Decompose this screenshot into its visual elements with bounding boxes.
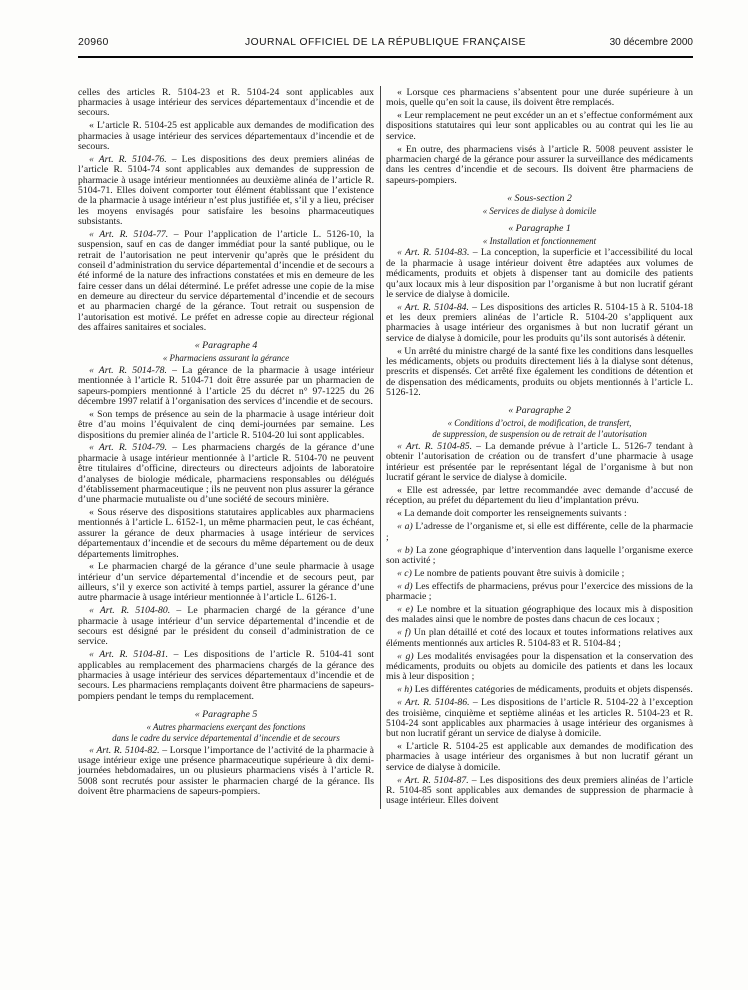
section-heading: « Paragraphe 2: [508, 405, 571, 417]
paragraph-text: La conception, la superficie et l’accessibilité du local de la pharmacie à usage intérieur doivent être adaptées aux volumes de médicaments, produits et objets à dispenser tant au domicile des patients qu’aux locaux mis à leur disposition par l’organisme à but non lucratif gérant le service de dialyse à domicile.: [386, 247, 693, 300]
section-heading: « Sous-section 2: [507, 192, 572, 204]
article-number: « Art. R. 5104-85. –: [397, 441, 486, 453]
paragraph: [386, 546, 693, 567]
paragraph: [386, 685, 693, 695]
article-number: « h): [397, 684, 415, 696]
article-number: « Art. R. 5104-83. –: [397, 247, 481, 259]
section-subheading: dans le cadre du service départemental d’incendie et de secours: [112, 733, 340, 744]
article-number: « e): [397, 604, 417, 616]
paragraph: « L’article R. 5104-25 est applicable aux demandes de modification des pharmacies à usage intérieur des organismes à but non lucratif gérant un service de dialyse à domicile.: [386, 741, 693, 773]
column-divider: [380, 86, 381, 809]
paragraph-text: Les dispositions de l’article R. 5104-22 à l’exception des troisième, cinquième et septième alinéas et les articles R. 5104-23 et R. 5104-24 sont applicables aux pharmacies à usage intérieur des organismes à but non lucratif gérant un service de dialyse à domicile.: [386, 697, 693, 740]
paragraph-text: La zone géographique d’intervention dans laquelle l’organisme exerce son activité ;: [386, 544, 693, 566]
section-heading: « Paragraphe 1: [508, 222, 571, 234]
paragraph: « La demande doit comporter les renseignements suivants :: [397, 508, 627, 520]
paragraph: « Elle est adressée, par lettre recommandée avec demande d’accusé de réception, au préfet du département du lieu d’implantation prévu.: [386, 485, 693, 507]
paragraph: [386, 698, 693, 739]
paragraph: « Un arrêté du ministre chargé de la santé fixe les conditions dans lesquelles les médicaments, objets ou produits directement liés à la dialyse sont détenus, prescrits et dispensés. Cet arrêté fixe également les conditions de détention et de dispensation des médicaments, produits ou objets mentionnés à l’article L. 5126-12.: [386, 345, 693, 399]
section-subheading: « Pharmaciens assurant la gérance: [162, 353, 290, 364]
article-number: « b): [397, 544, 416, 556]
paragraph: [386, 248, 693, 300]
paragraph: [386, 652, 693, 683]
section-subheading: « Installation et fonctionnement: [482, 235, 597, 246]
right-column: [386, 85, 693, 809]
paragraph-text: L’adresse de l’organisme et, si elle est différente, celle de la pharmacie ;: [386, 521, 693, 543]
paragraph-text: Les effectifs de pharmaciens, prévus pour l’exercice des missions de la pharmacie ;: [386, 580, 693, 603]
journal-title: JOURNAL OFFICIEL DE LA RÉPUBLIQUE FRANÇAISE: [244, 37, 527, 48]
header-rule: [78, 56, 693, 58]
paragraph: « En outre, des pharmaciens visés à l’article R. 5008 peuvent assister le pharmacien chargé de la gérance pour assurer la surveillance des médicaments dans les centres d’incendie et de secours. Ils doivent être pharmaciens de sapeurs-pompiers.: [386, 143, 693, 186]
section-subheading: de suppression, de suspension ou de retrait de l’autorisation: [432, 429, 647, 440]
paragraph: « Lorsque ces pharmaciens s’absentent pour une durée supérieure à un mois, quelle qu’en soit la cause, ils doivent être remplacés.: [386, 86, 693, 108]
paragraph: [386, 605, 693, 626]
paragraph: [78, 650, 374, 702]
paragraph-text: Le nombre de patients pouvant être suivis à domicile ;: [414, 567, 625, 579]
paragraph-text: Le nombre et la situation géographique des locaux mis à disposition des malades ainsi que le nombre de postes dans chacun de ces locaux ;: [386, 604, 693, 626]
article-number: « Art. R. 5104-87. –: [397, 774, 480, 786]
paragraph-text: Un plan détaillé et coté des locaux et toutes informations relatives aux éléments mentionnés aux articles R. 5104-83 et R. 5104-84 ;: [386, 627, 693, 649]
article-number: « c): [397, 567, 415, 579]
paragraph: celles des articles R. 5104-23 et R. 5104-24 sont applicables aux pharmacies à usage intérieur des services départementaux d’incendie et de secours.: [78, 86, 374, 119]
paragraph: [78, 230, 374, 333]
paragraph-text: Lorsque l’importance de l’activité de la pharmacie à usage intérieur exige une présence pharmaceutique supérieure à dix demi-journées hebdomadaires, un ou plusieurs pharmaciens visés à l’article R. 5008 sont recrutés pour assister le pharmacien chargé de la gérance. Ils doivent être pharmaciens de sapeurs-pompiers.: [78, 744, 374, 798]
article-number: « Art. R. 5104-76. –: [89, 153, 182, 165]
section-subheading: « Services de dialyse à domicile: [482, 205, 597, 216]
paragraph-text: Pour l’application de l’article L. 5126-10, la suspension, sauf en cas de danger immédiat pour la santé publique, ou le retrait de l’autorisation ne peut intervenir qu’après que le président du conseil d’administration du service départemental d’incendie et de secours a été informé de la nature des infractions constatées et mis en demeure de les faire cesser dans un délai déterminé. Le préfet adresse une copie de la mise en demeure au directeur du service départemental d’incendie et de secours et au pharmacien chargé de la gérance. Tout retrait ou suspension de l’autorisation est motivé. Le préfet en adresse copie au directeur régional des affaires sanitaires et sociales.: [78, 228, 374, 333]
paragraph: « Leur remplacement ne peut excéder un an et s’effectue conformément aux dispositions statutaires qui leur sont applicables ou au contrat qui les lie au service.: [386, 109, 693, 142]
article-number: « Art. R. 5104-77. –: [89, 228, 185, 240]
paragraph: [386, 582, 693, 603]
paragraph: [78, 606, 374, 647]
article-number: « Art. R. 5104-86. –: [397, 697, 482, 709]
paragraph: « Sous réserve des dispositions statutaires applicables aux pharmaciens mentionnés à l’article L. 6152-1, un même pharmacien peut, le cas échéant, assurer la gérance de deux pharmacies à usage intérieur de services départementaux d’incendie et de secours du même département ou de deux départements limitrophes.: [78, 507, 374, 560]
paragraph: [78, 155, 374, 227]
page-header: [78, 36, 693, 51]
paragraph-text: Les dispositions des deux premiers alinéas de l’article R. 5104-85 sont applicables aux demandes de suppression de pharmacie à usage intérieur. Elles doivent: [386, 774, 693, 807]
paragraph: [386, 303, 693, 344]
article-number: « Art. R. 5104-80. –: [89, 605, 188, 617]
article-number: « d): [397, 580, 416, 592]
paragraph: [78, 746, 374, 798]
paragraph-text: Les modalités envisagées pour la dispensation et la conservation des médicaments, produits ou objets au domicile des patients et dans les locaux mis à leur disposition ;: [386, 650, 693, 683]
paragraph-text: Les dispositions des articles R. 5104-15 à R. 5104-18 et les deux premiers alinéas de l’article R. 5104-20 s’appliquent aux pharmacies à usage intérieur des organismes à but non lucratif gérant un service de dialyse à domicile, pour les produits qu’ils sont autorisés à détenir.: [386, 301, 693, 344]
paragraph: [386, 442, 693, 483]
article-number: « f): [397, 627, 414, 639]
section-heading: « Paragraphe 4: [194, 340, 258, 352]
section-heading: « Paragraphe 5: [194, 709, 258, 721]
page-number: 20960: [78, 36, 109, 48]
paragraph: [78, 366, 374, 407]
article-number: « Art. R. 5104-79. –: [89, 442, 183, 454]
article-number: « Art. R. 5104-84. –: [397, 301, 481, 313]
paragraph-text: La gérance de la pharmacie à usage intérieur mentionnée à l’article R. 5104-71 doit être assurée par un pharmacien de sapeurs-pompiers mentionné à l’article 25 du décret n° 97-1225 du 26 décembre 1997 relatif à l’organisation des services d’incendie et de secours.: [78, 364, 374, 407]
paragraph: [386, 569, 693, 579]
paragraph-text: Les pharmaciens chargés de la gérance d’une pharmacie à usage intérieur mentionnée à l’article R. 5104-70 ne peuvent être titulaires d’officine, directeurs ou directeurs adjoints de laboratoire d’analyses de biologie médicale, pharmaciens responsables ou délégués d’établissement pharmaceutique ; ils ne peuvent non plus assurer la gérance d’une pharmacie mutualiste ou d’une société de secours minière.: [78, 442, 374, 506]
section-subheading: « Conditions d’octroi, de modification, de transfert,: [447, 418, 632, 429]
article-number: « Art. R. 5104-81. –: [89, 649, 184, 661]
section-subheading: « Autres pharmaciens exerçant des fonctions: [146, 722, 306, 733]
issue-date: 30 décembre 2000: [609, 37, 693, 48]
paragraph: [386, 628, 693, 649]
paragraph: [78, 443, 374, 505]
left-column: [78, 85, 374, 809]
paragraph: « Son temps de présence au sein de la pharmacie à usage intérieur doit être d’au moins l’équivalent de cinq demi-journées par semaine. Les dispositions du premier alinéa de l’article R. 5104-20 lui sont applicables.: [78, 408, 374, 441]
article-number: « Art. R. 5104-82. –: [89, 744, 170, 756]
paragraph-text: Le pharmacien chargé de la gérance d’une pharmacie à usage intérieur d’un service départemental d’incendie et de secours est désigné par le président du conseil d’administration de ce service.: [78, 605, 374, 648]
paragraph-text: Les dispositions de l’article R. 5104-41 sont applicables au remplacement des pharmaciens chargés de la gérance des pharmacies à usage intérieur des services départementaux d’incendie et de secours. Les pharmaciens remplaçants doivent être pharmaciens de sapeurs-pompiers pendant le temps du remplacement.: [78, 649, 374, 702]
article-number: « a): [397, 521, 416, 533]
article-number: « Art. R. 5014-78. –: [89, 364, 183, 376]
article-number: « g): [397, 650, 418, 662]
paragraph: [386, 522, 693, 543]
two-column-content: [78, 85, 693, 809]
paragraph: « L’article R. 5104-25 est applicable aux demandes de modification des pharmacies à usage intérieur des services départementaux d’incendie et de secours.: [78, 120, 374, 152]
paragraph-text: Les dispositions des deux premiers alinéas de l’article R. 5104-74 sont applicables aux demandes de suppression de pharmacie à usage intérieur mentionnées au deuxième alinéa de l’article R. 5104-71. Elles doivent comporter tout élément établissant que l’existence de la pharmacie à usage intérieur n’est plus justifiée et, s’il y a lieu, préciser les moyens envisagés pour satisfaire les besoins pharmaceutiques subsistants.: [78, 153, 374, 227]
paragraph: « Le pharmacien chargé de la gérance d’une seule pharmacie à usage intérieur d’un service départemental d’incendie et de secours peut, par ailleurs, s’il y exerce son activité à temps partiel, assurer la gérance d’une autre pharmacie à usage intérieur mentionnée à l’article L. 6126-1.: [78, 561, 374, 604]
paragraph: [386, 776, 693, 807]
paragraph-text: La demande prévue à l’article L. 5126-7 tendant à obtenir l’autorisation de création ou de transfert d’une pharmacie à usage intérieur est présentée par le représentant légal de l’organisme à but non lucratif gérant le service de dialyse à domicile.: [386, 441, 693, 484]
paragraph-text: Les différentes catégories de médicaments, produits et objets dispensés.: [414, 684, 693, 696]
